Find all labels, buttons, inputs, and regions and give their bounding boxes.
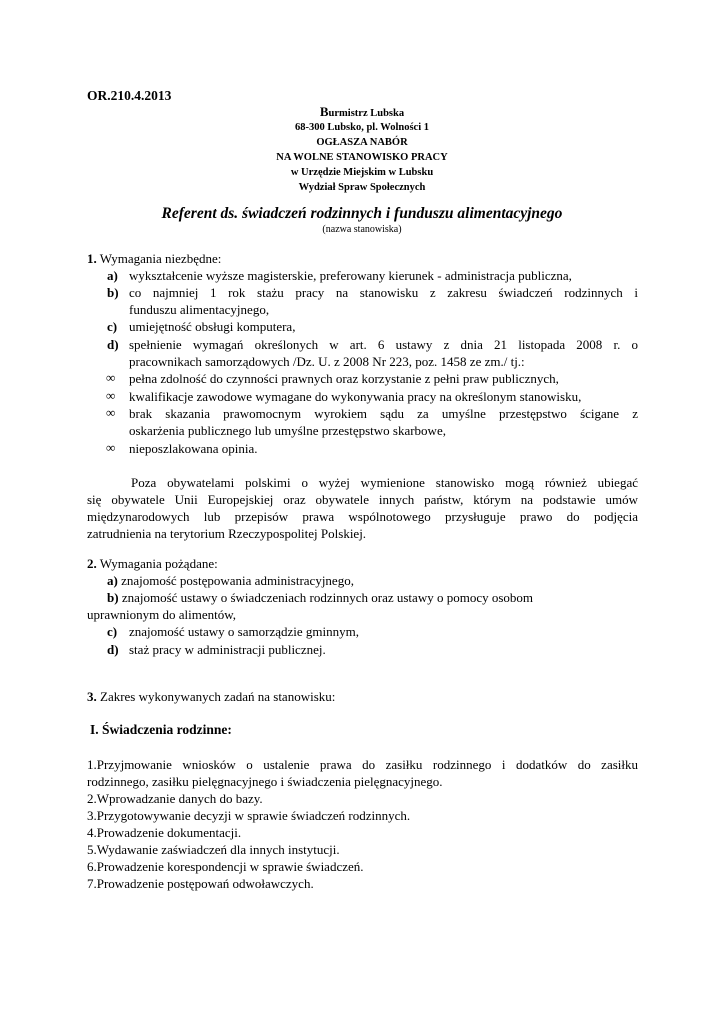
section3-number: 3.	[87, 689, 97, 704]
header-mayor-rest: urmistrz Lubska	[328, 108, 405, 119]
section-i-heading: I. Świadczenia rodzinne:	[90, 722, 232, 737]
req-d-text-line1: spełnienie wymagań określonych w art. 6 ustawy z dnia 21 listopada 2008 r. o	[129, 337, 638, 352]
task-line-5: 5.Wydawanie zaświadczeń dla innych instytucji.	[87, 842, 340, 857]
task-line-1: 1.Przyjmowanie wniosków o ustalenie prawa do zasiłku rodzinnego i dodatków do zasiłku	[87, 757, 638, 772]
eligibility-paragraph-line3: międzynarodowych lub przepisów prawa wspólnotowego przysługuje prawo do podjęcia	[87, 509, 638, 524]
section2-number: 2.	[87, 556, 97, 571]
req-a-text: wykształcenie wyższe magisterskie, preferowany kierunek - administracja publiczna,	[129, 268, 572, 283]
task-line-4: 4.Prowadzenie dokumentacji.	[87, 825, 242, 840]
section2-heading	[87, 555, 218, 572]
header-initial: B	[319, 104, 329, 119]
req-c-text: umiejętność obsługi komputera,	[129, 319, 296, 334]
req-a-label: a)	[107, 268, 118, 283]
section1-heading	[87, 250, 221, 267]
reference-number: OR.210.4.2013	[87, 88, 172, 103]
req-b-text-line1: co najmniej 1 rok stażu pracy na stanowisku z zakresu świadczeń rodzinnych i	[129, 285, 638, 300]
req-b-text-line2: funduszu alimentacyjnego,	[129, 302, 270, 317]
desired-c-text: znajomość ustawy o samorządzie gminnym,	[129, 624, 359, 639]
eligibility-paragraph-line4: zatrudnienia na terytorium Rzeczypospolitej Polskiej.	[87, 526, 367, 541]
header-line-office: w Urzędzie Miejskim w Lubsku	[290, 167, 434, 178]
header-line-announces: OGŁASZA NABÓR	[316, 137, 408, 148]
section1-number: 1.	[87, 251, 97, 266]
bullet-item-no-conviction-line1: brak skazania prawomocnym wyrokiem sądu za umyślne przestępstwo ścigane z	[129, 406, 638, 421]
eligibility-paragraph-line1: Poza obywatelami polskimi o wyżej wymienione stanowisko mogą również ubiegać	[131, 475, 638, 490]
desired-b-text-line1: znajomość ustawy o świadczeniach rodzinnych oraz ustawy o pomocy osobom	[121, 590, 534, 605]
bullet-item-capacity: pełna zdolność do czynności prawnych oraz korzystanie z pełni praw publicznych,	[129, 371, 559, 386]
task-line-1b: rodzinnego, zasiłku pielęgnacyjnego i świadczenia pielęgnacyjnego.	[87, 774, 443, 789]
bullet-item-qualifications: kwalifikacje zawodowe wymagane do wykonywania pracy na określonym stanowisku,	[129, 389, 582, 404]
desired-c-label: c)	[107, 624, 118, 639]
header-line-department: Wydział Spraw Społecznych	[298, 182, 426, 193]
position-title: Referent ds. świadczeń rodzinnych i funduszu alimentacyjnego	[161, 205, 563, 222]
desired-a-text: znajomość postępowania administracyjnego,	[121, 573, 354, 588]
section3-heading	[87, 688, 335, 705]
desired-a	[107, 572, 354, 589]
desired-b-text-line2: uprawnionym do alimentów,	[87, 607, 236, 622]
req-c-label: c)	[107, 319, 118, 334]
task-line-7: 7.Prowadzenie postępowań odwoławczych.	[87, 876, 314, 891]
desired-b-label: b)	[107, 590, 119, 605]
task-line-3: 3.Przygotowywanie decyzji w sprawie świadczeń rodzinnych.	[87, 808, 411, 823]
bullet-icon: ∞	[106, 370, 116, 385]
task-line-2: 2.Wprowadzanie danych do bazy.	[87, 791, 263, 806]
section1-title: Wymagania niezbędne:	[99, 251, 222, 266]
bullet-item-reputation: nieposzlakowana opinia.	[129, 441, 258, 456]
section2-title: Wymagania pożądane:	[99, 556, 218, 571]
req-b-label: b)	[107, 285, 119, 300]
bullet-icon: ∞	[106, 388, 116, 403]
header-line-vacancy: NA WOLNE STANOWISKO PRACY	[276, 152, 448, 163]
desired-a-label: a)	[107, 573, 118, 588]
desired-b	[107, 589, 533, 606]
req-d-label: d)	[107, 337, 119, 352]
eligibility-paragraph-line2: się obywatele Unii Europejskiej oraz obywatele innych państw, którym na podstawie umów	[87, 492, 638, 507]
header-line-address: 68-300 Lubsko, pl. Wolności 1	[294, 122, 429, 133]
req-d-text-line2: pracownikach samorządowych /Dz. U. z 2008 Nr 223, poz. 1458 ze zm./ tj.:	[129, 354, 525, 369]
header-line-mayor	[0, 104, 724, 121]
desired-d-text: staż pracy w administracji publicznej.	[129, 642, 326, 657]
bullet-icon: ∞	[106, 440, 116, 455]
desired-d-label: d)	[107, 642, 119, 657]
task-line-6: 6.Prowadzenie korespondencji w sprawie świadczeń.	[87, 859, 364, 874]
bullet-icon: ∞	[106, 405, 116, 420]
section3-title: Zakres wykonywanych zadań na stanowisku:	[100, 689, 336, 704]
position-caption: (nazwa stanowiska)	[322, 224, 402, 235]
bullet-item-no-conviction-line2: oskarżenia publicznego lub umyślne przestępstwo skarbowe,	[129, 423, 446, 438]
